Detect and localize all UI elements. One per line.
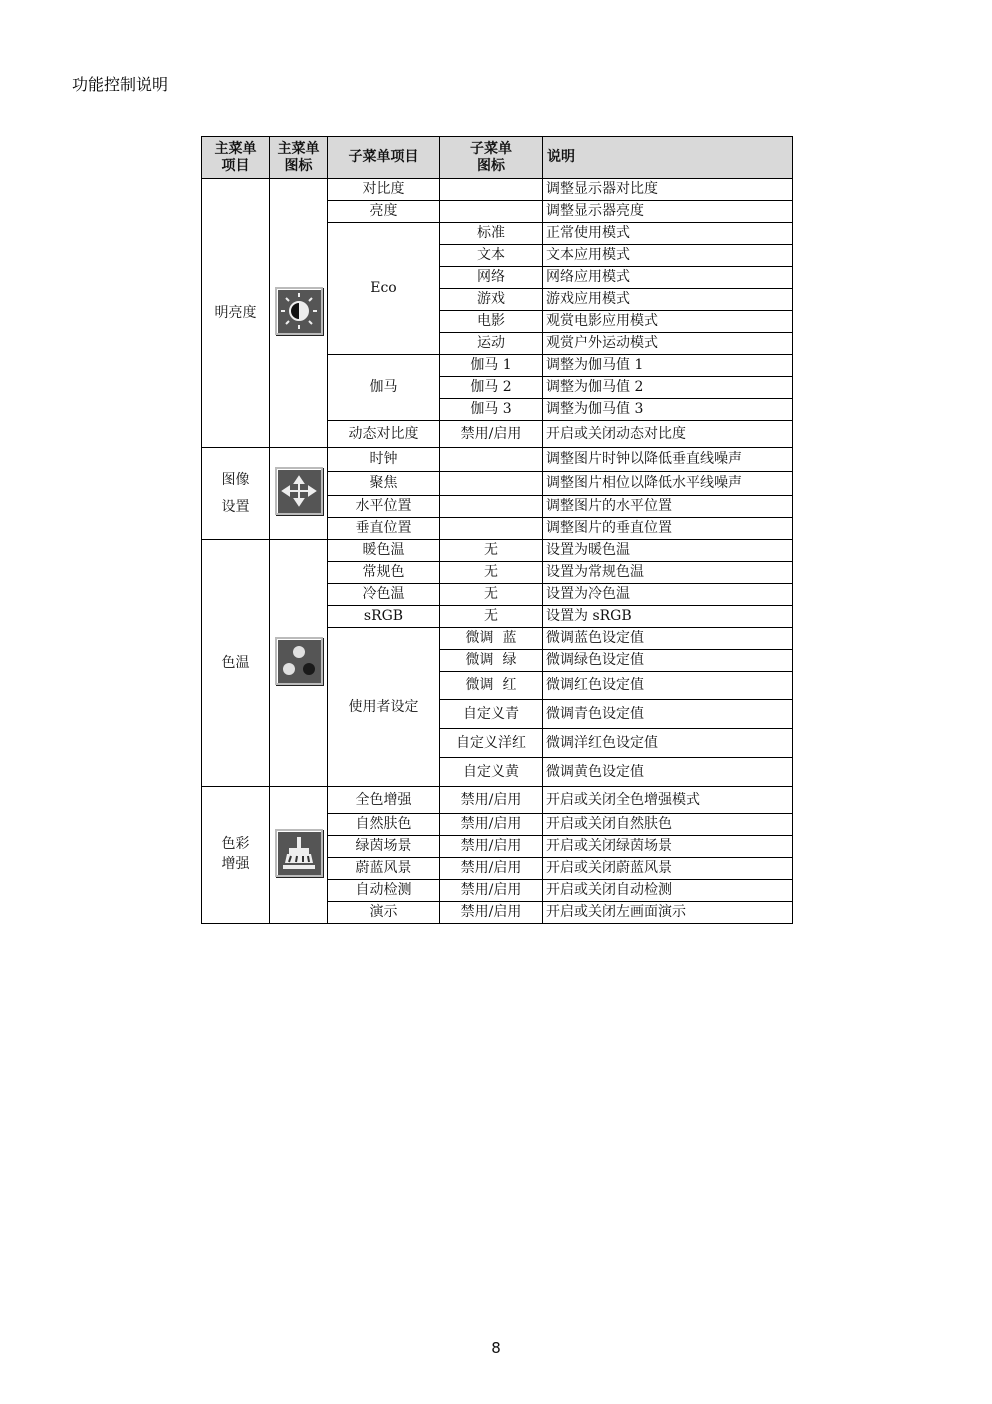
submenu-icon-cell: 禁用/启用 [440, 902, 543, 924]
submenu-icon-cell: 禁用/启用 [440, 421, 543, 448]
description-cell: 调整图片时钟以降低垂直线噪声 [543, 448, 793, 472]
submenu-icon-cell [440, 179, 543, 201]
description-cell: 调整图片的垂直位置 [543, 518, 793, 540]
description-cell: 设置为 sRGB [543, 606, 793, 628]
submenu-dynamic-contrast: 动态对比度 [328, 421, 440, 448]
description-cell: 游戏应用模式 [543, 289, 793, 311]
submenu-icon-cell: 电影 [440, 311, 543, 333]
submenu-icon-cell: 伽马 3 [440, 399, 543, 421]
description-cell: 微调黄色设定值 [543, 758, 793, 787]
submenu-icon-cell: 禁用/启用 [440, 787, 543, 814]
group-label-brightness: 明亮度 [202, 179, 270, 448]
submenu-demo: 演示 [328, 902, 440, 924]
submenu-icon-cell: 无 [440, 562, 543, 584]
submenu-icon-cell: 微调 绿 [440, 650, 543, 672]
page-heading: 功能控制说明 [72, 75, 169, 94]
description-cell: 调整为伽马值 1 [543, 355, 793, 377]
description-cell: 正常使用模式 [543, 223, 793, 245]
header-submenu-icon: 子菜单 图标 [440, 137, 543, 179]
description-cell: 设置为冷色温 [543, 584, 793, 606]
group-label-line: 设置 [221, 498, 250, 515]
description-cell: 设置为常规色温 [543, 562, 793, 584]
submenu-v-position: 垂直位置 [328, 518, 440, 540]
submenu-icon-cell: 无 [440, 584, 543, 606]
header-submenu-item: 子菜单项目 [328, 137, 440, 179]
color-boost-group-icon-cell [270, 787, 328, 924]
submenu-icon-cell: 禁用/启用 [440, 858, 543, 880]
table-row [202, 448, 793, 472]
page-number: 8 [491, 1339, 501, 1357]
description-cell: 微调绿色设定值 [543, 650, 793, 672]
group-label-line: 色彩 [221, 836, 250, 853]
function-control-table [201, 136, 793, 924]
description-cell: 观赏户外运动模式 [543, 333, 793, 355]
description-cell: 调整显示器对比度 [543, 179, 793, 201]
description-cell: 开启或关闭左画面演示 [543, 902, 793, 924]
description-cell: 微调红色设定值 [543, 672, 793, 700]
submenu-icon-cell [440, 496, 543, 518]
submenu-green-field: 绿茵场景 [328, 836, 440, 858]
submenu-icon-cell: 微调 蓝 [440, 628, 543, 650]
submenu-icon-cell: 伽马 1 [440, 355, 543, 377]
submenu-normal: 常规色 [328, 562, 440, 584]
submenu-brightness: 亮度 [328, 201, 440, 223]
description-cell: 调整图片相位以降低水平线噪声 [543, 472, 793, 496]
submenu-icon-cell [440, 472, 543, 496]
submenu-warm: 暖色温 [328, 540, 440, 562]
submenu-icon-cell: 自定义洋红 [440, 729, 543, 758]
submenu-icon-cell: 禁用/启用 [440, 880, 543, 902]
submenu-h-position: 水平位置 [328, 496, 440, 518]
color-dots-icon [275, 637, 323, 685]
description-cell: 开启或关闭自动检测 [543, 880, 793, 902]
submenu-cool: 冷色温 [328, 584, 440, 606]
submenu-icon-cell: 禁用/启用 [440, 836, 543, 858]
submenu-sky-blue: 蔚蓝风景 [328, 858, 440, 880]
submenu-icon-cell [440, 201, 543, 223]
submenu-eco: Eco [328, 223, 440, 355]
description-cell: 微调洋红色设定值 [543, 729, 793, 758]
submenu-srgb: sRGB [328, 606, 440, 628]
description-cell: 微调青色设定值 [543, 700, 793, 729]
description-cell: 调整显示器亮度 [543, 201, 793, 223]
header-main-menu-icon: 主菜单 图标 [270, 137, 328, 179]
table-header-row [202, 137, 793, 179]
image-group-icon-cell [270, 448, 328, 540]
submenu-icon-cell: 伽马 2 [440, 377, 543, 399]
description-cell: 观赏电影应用模式 [543, 311, 793, 333]
description-cell: 调整图片的水平位置 [543, 496, 793, 518]
paint-brush-icon [275, 829, 323, 877]
description-cell: 开启或关闭自然肤色 [543, 814, 793, 836]
group-label-line: 增强 [221, 856, 250, 872]
description-cell: 开启或关闭绿茵场景 [543, 836, 793, 858]
submenu-icon-cell: 微调 红 [440, 672, 543, 700]
brightness-icon [275, 287, 323, 335]
header-description: 说明 [543, 137, 793, 179]
submenu-icon-cell: 标准 [440, 223, 543, 245]
submenu-icon-cell [440, 448, 543, 472]
submenu-icon-cell: 禁用/启用 [440, 814, 543, 836]
header-main-menu-item: 主菜单 项目 [202, 137, 270, 179]
table-row [202, 179, 793, 201]
submenu-gamma: 伽马 [328, 355, 440, 421]
submenu-icon-cell: 网络 [440, 267, 543, 289]
brightness-group-icon-cell [270, 179, 328, 448]
submenu-icon-cell: 无 [440, 540, 543, 562]
description-cell: 开启或关闭蔚蓝风景 [543, 858, 793, 880]
group-label-color-boost [202, 787, 270, 924]
description-cell: 文本应用模式 [543, 245, 793, 267]
description-cell: 开启或关闭动态对比度 [543, 421, 793, 448]
submenu-icon-cell: 自定义青 [440, 700, 543, 729]
description-cell: 设置为暖色温 [543, 540, 793, 562]
submenu-user-setting: 使用者设定 [328, 628, 440, 787]
move-arrows-icon [275, 467, 323, 515]
submenu-icon-cell: 自定义黄 [440, 758, 543, 787]
table-row [202, 787, 793, 814]
submenu-clock: 时钟 [328, 448, 440, 472]
group-label-color-temp: 色温 [202, 540, 270, 787]
submenu-focus: 聚焦 [328, 472, 440, 496]
submenu-auto-detect: 自动检测 [328, 880, 440, 902]
submenu-contrast: 对比度 [328, 179, 440, 201]
submenu-icon-cell: 游戏 [440, 289, 543, 311]
description-cell: 调整为伽马值 2 [543, 377, 793, 399]
submenu-full-enhance: 全色增强 [328, 787, 440, 814]
group-label-image-setup [202, 448, 270, 540]
description-cell: 调整为伽马值 3 [543, 399, 793, 421]
description-cell: 微调蓝色设定值 [543, 628, 793, 650]
submenu-icon-cell [440, 518, 543, 540]
submenu-icon-cell: 文本 [440, 245, 543, 267]
submenu-natural-skin: 自然肤色 [328, 814, 440, 836]
description-cell: 开启或关闭全色增强模式 [543, 787, 793, 814]
submenu-icon-cell: 运动 [440, 333, 543, 355]
color-temp-group-icon-cell [270, 540, 328, 787]
description-cell: 网络应用模式 [543, 267, 793, 289]
group-label-line: 图像 [221, 471, 250, 488]
submenu-icon-cell: 无 [440, 606, 543, 628]
table-row [202, 540, 793, 562]
